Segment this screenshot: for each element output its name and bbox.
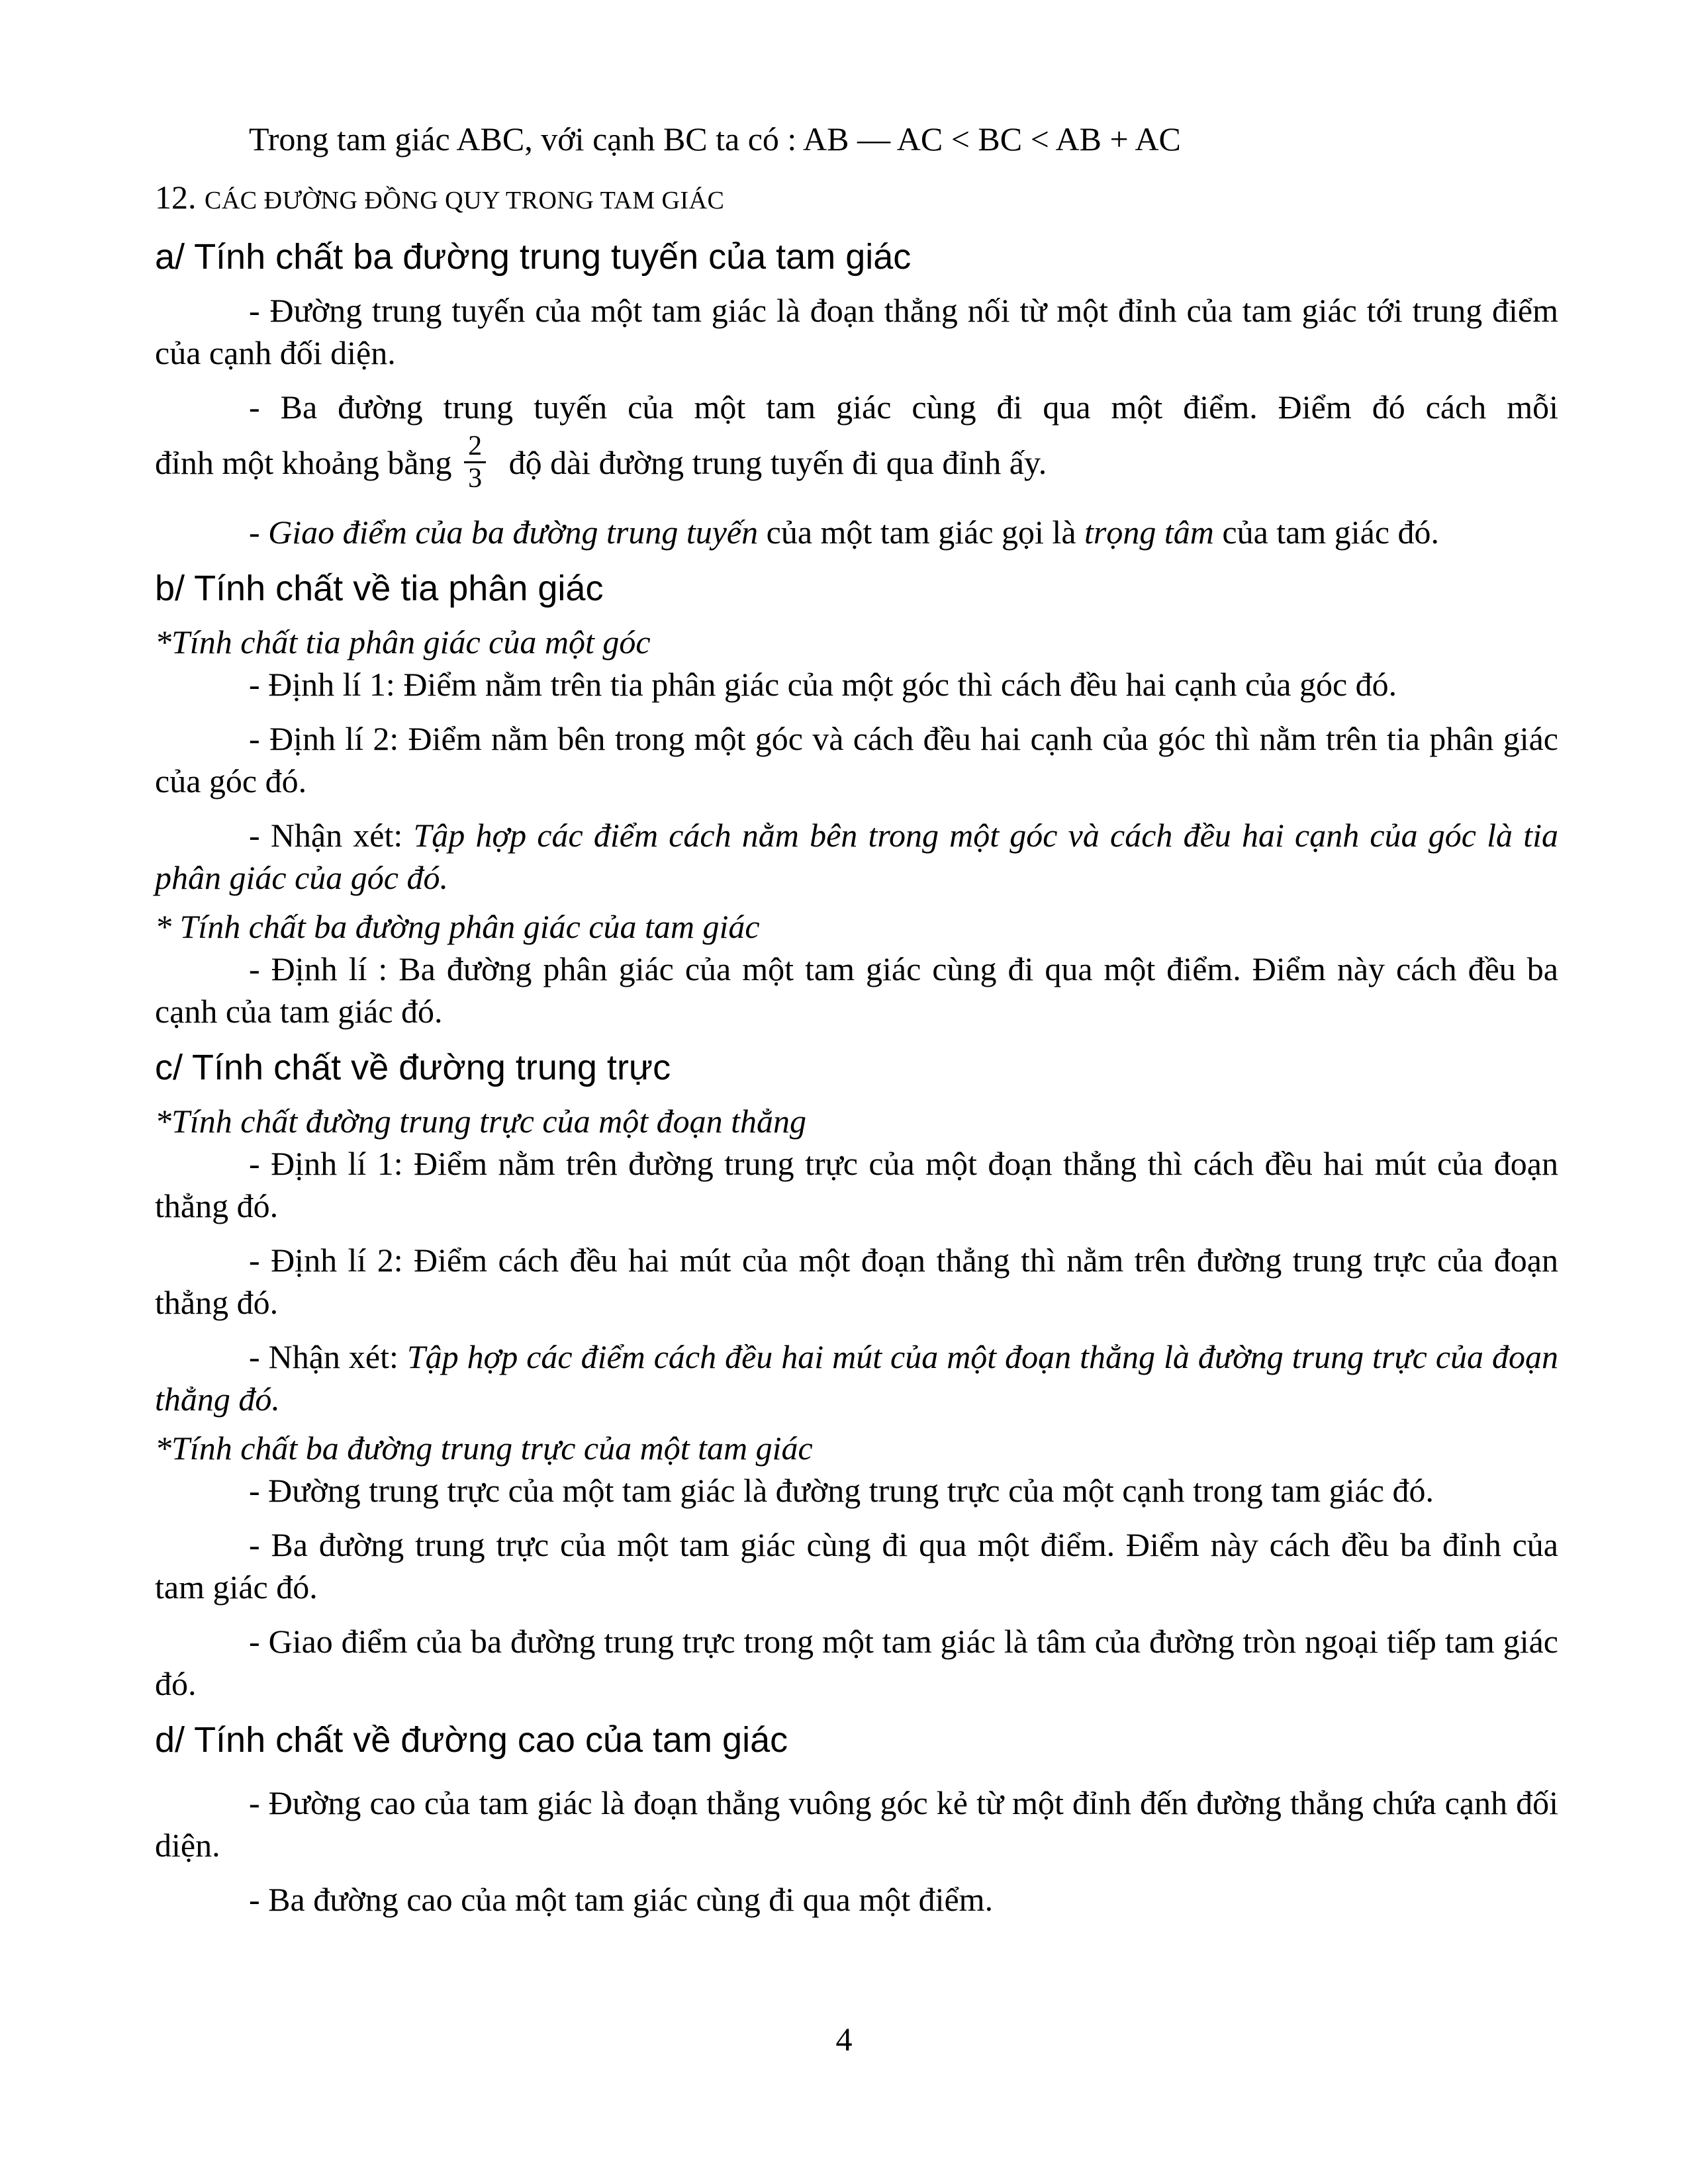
a-paragraph-2: - Ba đường trung tuyến của một tam giác cùng đi qua một điểm. Điểm đó cách mỗi [249, 388, 1558, 426]
c-theorem-2: - Định lí 2: Điểm cách đều hai mút của một đoạn thẳng thì nằm trên đường trung trực của đoạn thẳng đó. [155, 1242, 1558, 1321]
fraction-two-thirds [464, 431, 486, 494]
fraction-denominator: 3 [468, 463, 483, 494]
c-subheading-1: *Tính chất đường trung trực của một đoạn thẳng [155, 1103, 806, 1140]
a-p3-italic-2: trọng tâm [1084, 514, 1214, 551]
document-page [155, 99, 1558, 1921]
b-remark [155, 814, 1558, 899]
heading-c: c/ Tính chất về đường trung trực [155, 1048, 671, 1087]
c-remark [155, 1336, 1558, 1420]
a-p3-italic-1: Giao điểm của ba đường trung tuyến [268, 514, 759, 551]
heading-b: b/ Tính chất về tia phân giác [155, 569, 604, 608]
c-theorem-1: - Định lí 1: Điểm nằm trên đường trung trực của một đoạn thẳng thì cách đều hai mút của đoạn thẳng đó. [155, 1145, 1558, 1224]
b-theorem-2: - Định lí 2: Điểm nằm bên trong một góc và cách đều hai cạnh của góc thì nằm trên tia phân giác của góc đó. [155, 720, 1558, 799]
heading-a: a/ Tính chất ba đường trung tuyến của tam giác [155, 237, 912, 277]
c-theorem-4: - Ba đường trung trực của một tam giác cùng đi qua một điểm. Điểm này cách đều ba đỉnh của tam giác đó. [155, 1526, 1558, 1606]
d-theorem-2: - Ba đường cao của một tam giác cùng đi qua một điểm. [249, 1881, 994, 1918]
d-theorem-1: - Đường cao của tam giác là đoạn thẳng vuông góc kẻ từ một đỉnh đến đường thẳng chứa cạnh đối diện. [155, 1784, 1558, 1864]
a-paragraph-2-line-2 [155, 431, 1558, 498]
a-p3-mid: của một tam giác gọi là [758, 514, 1085, 551]
heading-d: d/ Tính chất về đường cao của tam giác [155, 1720, 788, 1760]
b-theorem-3: - Định lí : Ba đường phân giác của một tam giác cùng đi qua một điểm. Điểm này cách đều ba cạnh của tam giác đó. [155, 950, 1558, 1030]
section-title-text: CÁC ĐƯỜNG ĐỒNG QUY TRONG TAM GIÁC [205, 187, 725, 214]
intro-inequality: Trong tam giác ABC, với cạnh BC ta có : AB — AC < BC < AB + AC [249, 120, 1181, 158]
a-p3-dash: - [249, 514, 269, 551]
c-theorem-5: - Giao điểm của ba đường trung trực trong một tam giác là tâm của đường tròn ngoại tiếp tam giác đó. [155, 1623, 1558, 1702]
b-remark-text: Tập hợp các điểm cách nằm bên trong một góc và cách đều hai cạnh của góc là tia phân giác của góc đó. [155, 817, 1558, 896]
b-subheading-2: * Tính chất ba đường phân giác của tam giác [155, 908, 760, 945]
c-remark-label: - Nhận xét: [249, 1338, 407, 1375]
a-p2-pre: đỉnh một khoảng bằng [155, 443, 452, 481]
section-number: 12. [155, 179, 197, 216]
c-remark-text: Tập hợp các điểm cách đều hai mút của một đoạn thẳng là đường trung trực của đoạn thẳng đó. [155, 1338, 1558, 1418]
a-p2-post: độ dài đường trung tuyến đi qua đỉnh ấy. [508, 443, 1047, 481]
page-number: 4 [835, 2021, 853, 2058]
a-paragraph-1: - Đường trung tuyến của một tam giác là đoạn thẳng nối từ một đỉnh của tam giác tới trung điểm của cạnh đối diện. [155, 292, 1558, 371]
b-remark-label: - Nhận xét: [249, 817, 414, 854]
c-subheading-2: *Tính chất ba đường trung trực của một tam giác [155, 1430, 813, 1467]
section-12-title [155, 176, 1558, 222]
a-paragraph-3 [155, 511, 1558, 553]
b-theorem-1: - Định lí 1: Điểm nằm trên tia phân giác của một góc thì cách đều hai cạnh của góc đó. [249, 666, 1397, 703]
c-theorem-3: - Đường trung trực của một tam giác là đường trung trực của một cạnh trong tam giác đó. [249, 1472, 1434, 1509]
fraction-numerator: 2 [464, 431, 486, 463]
a-p3-end: của tam giác đó. [1213, 514, 1440, 551]
b-subheading-1: *Tính chất tia phân giác của một góc [155, 623, 651, 660]
